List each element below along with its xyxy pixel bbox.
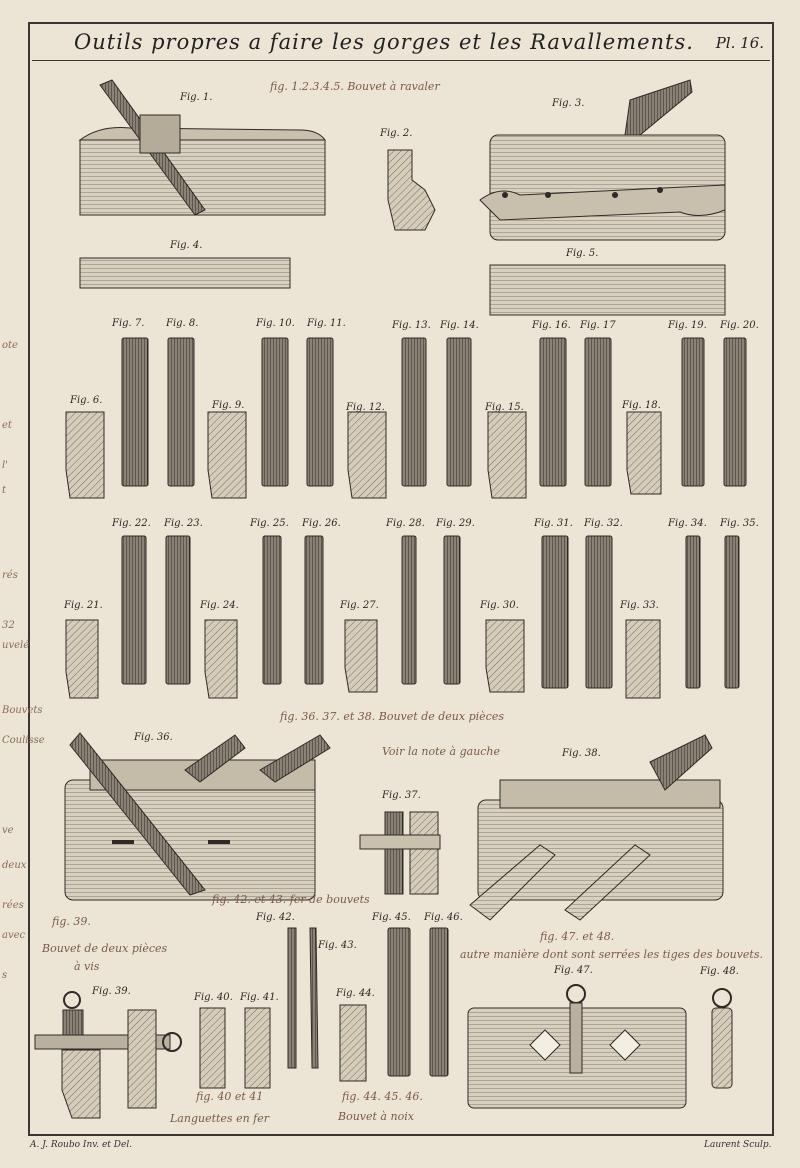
fig-label: Fig. 33. xyxy=(620,600,659,611)
fig38-two-piece-plane xyxy=(470,735,723,920)
annotation-mid: fig. 36. 37. et 38. Bouvet de deux pièces xyxy=(280,710,504,723)
fig-label: Fig. 10. xyxy=(256,318,295,329)
margin-note: 32 xyxy=(2,620,15,631)
fig-label: Fig. 45. xyxy=(372,912,411,923)
margin-note: ote xyxy=(2,340,18,351)
fig-label: Fig. 47. xyxy=(554,965,593,976)
fig36-two-piece-plane xyxy=(65,733,330,900)
fig-label: Fig. 42. xyxy=(256,912,295,923)
fig-label: Fig. 7. xyxy=(112,318,145,329)
fig5-sole xyxy=(490,265,725,315)
fig-label: Fig. 1. xyxy=(180,92,213,103)
fig43-iron xyxy=(310,928,318,1068)
margin-note: ve xyxy=(2,825,14,836)
fig3-plane xyxy=(480,80,725,240)
annotation-fig40: fig. 40 et 41 xyxy=(196,1090,264,1103)
fig-label: Fig. 19. xyxy=(668,320,707,331)
fig-label: Fig. 17 xyxy=(580,320,616,331)
fig42-iron xyxy=(288,928,296,1068)
fig4-blade xyxy=(80,258,290,288)
fig-label: Fig. 2. xyxy=(380,128,413,139)
fig37-assembly xyxy=(360,812,440,894)
fig41-section xyxy=(245,1008,270,1088)
fig-label: Fig. 8. xyxy=(166,318,199,329)
fig40-section xyxy=(200,1008,225,1088)
fig-label: Fig. 40. xyxy=(194,992,233,1003)
annotation-languettes: Languettes en fer xyxy=(170,1112,270,1125)
fig-label: Fig. 38. xyxy=(562,748,601,759)
fig-label: Fig. 16. xyxy=(532,320,571,331)
fig48-screw xyxy=(712,989,732,1088)
fig-label: Fig. 46. xyxy=(424,912,463,923)
annotation-fig39: fig. 39. xyxy=(52,915,91,928)
fig-label: Fig. 6. xyxy=(70,395,103,406)
fig-label: Fig. 5. xyxy=(566,248,599,259)
fig-label: Fig. 30. xyxy=(480,600,519,611)
fig-label: Fig. 44. xyxy=(336,988,375,999)
fig-label: Fig. 48. xyxy=(700,966,739,977)
annotation-see-note: Voir la note à gauche xyxy=(382,745,501,758)
section-profiles-row2 xyxy=(66,620,660,698)
fig47-clamp-plane xyxy=(468,985,686,1108)
fig-label: Fig. 20. xyxy=(720,320,759,331)
fig46-iron xyxy=(430,928,448,1076)
fig-label: Fig. 26. xyxy=(302,518,341,529)
margin-note: t xyxy=(2,485,7,496)
fig-label: Fig. 22. xyxy=(112,518,151,529)
fig-label: Fig. 43. xyxy=(318,940,357,951)
annotation-bouvet-noix: Bouvet à noix xyxy=(338,1110,414,1123)
plate-title: Outils propres a faire les gorges et les Ravallements. xyxy=(74,30,694,54)
fig-label: Fig. 9. xyxy=(212,400,245,411)
annotation-fig39-desc2: à vis xyxy=(74,960,100,973)
fig-label: Fig. 29. xyxy=(436,518,475,529)
margin-note: et xyxy=(2,420,12,431)
credit-designer: A. J. Roubo Inv. et Del. xyxy=(30,1140,133,1150)
fig-label: Fig. 12. xyxy=(346,402,385,413)
fig-label: Fig. 41. xyxy=(240,992,279,1003)
annotation-fig47-desc: autre manière dont sont serrées les tiges des bouvets. xyxy=(460,948,763,961)
annotation-fig47: fig. 47. et 48. xyxy=(540,930,615,943)
fig-label: Fig. 14. xyxy=(440,320,479,331)
fig-label: Fig. 24. xyxy=(200,600,239,611)
fig-label: Fig. 28. xyxy=(386,518,425,529)
margin-note: Coulisse xyxy=(2,735,45,746)
fig-label: Fig. 15. xyxy=(485,402,524,413)
fig2-profile xyxy=(388,150,435,230)
fig-label: Fig. 13. xyxy=(392,320,431,331)
fig-label: Fig. 27. xyxy=(340,600,379,611)
fig-label: Fig. 25. xyxy=(250,518,289,529)
fig-label: Fig. 11. xyxy=(307,318,346,329)
annotation-irons: fig. 42. et 43. fer de bouvets xyxy=(212,893,370,906)
fig-label: Fig. 23. xyxy=(164,518,203,529)
fig39-screw-plane xyxy=(35,992,181,1118)
fig-label: Fig. 18. xyxy=(622,400,661,411)
fig-label: Fig. 4. xyxy=(170,240,203,251)
margin-note: rées xyxy=(2,900,24,911)
fig-label: Fig. 34. xyxy=(668,518,707,529)
fig-label: Fig. 31. xyxy=(534,518,573,529)
plate-number: Pl. 16. xyxy=(715,34,764,52)
annotation-top: fig. 1.2.3.4.5. Bouvet à ravaler xyxy=(270,80,440,93)
margin-note: Bouvets xyxy=(2,705,43,716)
fig44-section xyxy=(340,1005,366,1081)
fig-label: Fig. 37. xyxy=(382,790,421,801)
fig-label: Fig. 21. xyxy=(64,600,103,611)
margin-note: deux xyxy=(2,860,27,871)
annotation-fig44: fig. 44. 45. 46. xyxy=(342,1090,423,1103)
fig-label: Fig. 39. xyxy=(92,986,131,997)
fig-label: Fig. 35. xyxy=(720,518,759,529)
fig45-iron xyxy=(388,928,410,1076)
margin-note: rés xyxy=(2,570,18,581)
margin-note: uvelé xyxy=(2,640,30,651)
credit-engraver: Laurent Sculp. xyxy=(704,1140,772,1150)
fig-label: Fig. 3. xyxy=(552,98,585,109)
margin-note: l' xyxy=(2,460,8,471)
section-profiles-row1 xyxy=(66,412,661,498)
annotation-fig39-desc: Bouvet de deux pièces xyxy=(42,942,168,955)
margin-note: avec xyxy=(2,930,26,941)
margin-note: s xyxy=(2,970,8,981)
fig-label: Fig. 32. xyxy=(584,518,623,529)
fig-label: Fig. 36. xyxy=(134,732,173,743)
